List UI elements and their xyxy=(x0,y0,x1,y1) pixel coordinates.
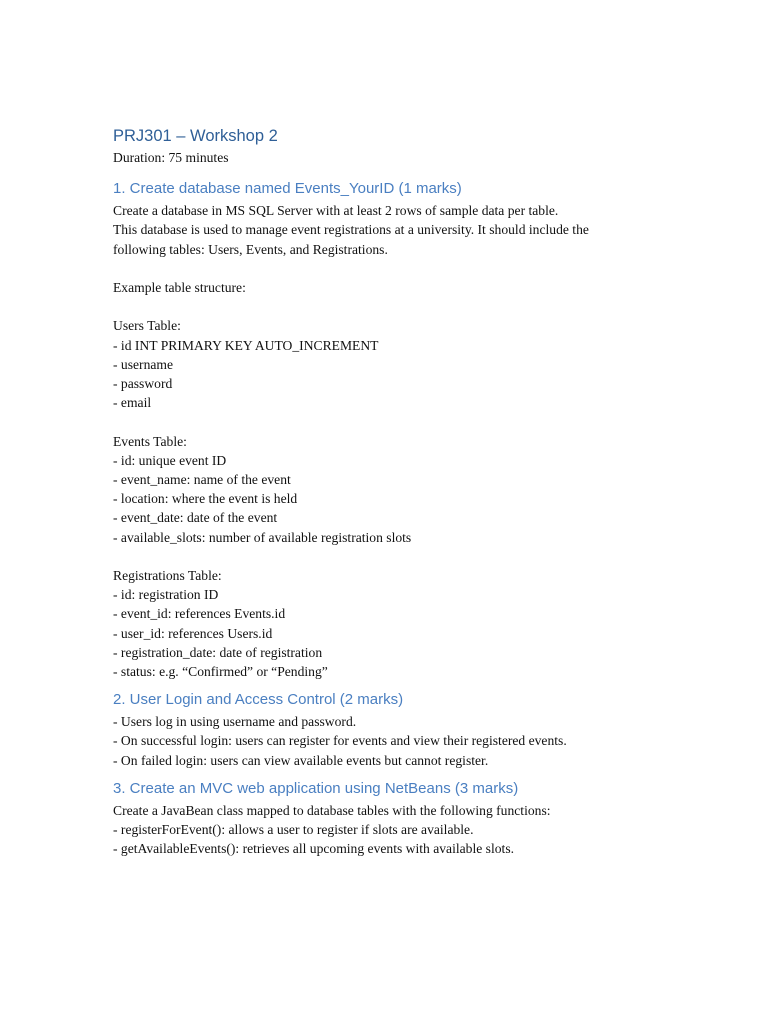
events-table-label: Events Table: xyxy=(113,433,187,449)
registrations-table-field: - event_id: references Events.id xyxy=(113,606,286,622)
section-2-line: - On failed login: users can view available events but cannot register. xyxy=(113,752,489,768)
section-2-heading: 2. User Login and Access Control (2 marks) xyxy=(113,691,404,709)
section-2-line: - Users log in using username and password. xyxy=(113,714,357,730)
registrations-table-field: - status: e.g. “Confirmed” or “Pending” xyxy=(113,664,328,680)
section-3-line: - registerForEvent(): allows a user to register if slots are available. xyxy=(113,822,474,838)
section-2-line: - On successful login: users can register for events and view their registered events. xyxy=(113,733,567,749)
events-table-field: - location: where the event is held xyxy=(113,491,298,507)
section-1-heading: 1. Create database named Events_YourID (1 marks) xyxy=(113,180,462,198)
users-table-field: - username xyxy=(113,356,174,372)
registrations-table-field: - id: registration ID xyxy=(113,587,219,603)
section-3-heading: 3. Create an MVC web application using NetBeans (3 marks) xyxy=(113,779,519,797)
events-table-field: - event_name: name of the event xyxy=(113,472,291,487)
users-table-label: Users Table: xyxy=(113,318,181,334)
section-1-intro-line: This database is used to manage event registrations at a university. It should include the xyxy=(113,222,589,238)
registrations-table-label: Registrations Table: xyxy=(113,568,222,583)
events-table-field: - event_date: date of the event xyxy=(113,510,278,526)
document-title: PRJ301 – Workshop 2 xyxy=(113,127,278,145)
section-1-intro-line: following tables: Users, Events, and Registrations. xyxy=(113,241,388,257)
users-table-field: - id INT PRIMARY KEY AUTO_INCREMENT xyxy=(113,337,379,353)
users-table-field: - email xyxy=(113,395,152,411)
registrations-table-field: - user_id: references Users.id xyxy=(113,625,273,641)
document-page xyxy=(113,124,673,858)
section-3-line: Create a JavaBean class mapped to database tables with the following functions: xyxy=(113,802,551,818)
example-structure-label: Example table structure: xyxy=(113,280,246,295)
users-table-field: - password xyxy=(113,376,173,391)
events-table-field: - available_slots: number of available registration slots xyxy=(113,529,412,545)
registrations-table-field: - registration_date: date of registration xyxy=(113,644,323,660)
events-table-field: - id: unique event ID xyxy=(113,452,227,468)
section-1-intro-line: Create a database in MS SQL Server with at least 2 rows of sample data per table. xyxy=(113,203,559,219)
section-3-line: - getAvailableEvents(): retrieves all upcoming events with available slots. xyxy=(113,841,515,857)
duration-text: Duration: 75 minutes xyxy=(113,150,229,165)
